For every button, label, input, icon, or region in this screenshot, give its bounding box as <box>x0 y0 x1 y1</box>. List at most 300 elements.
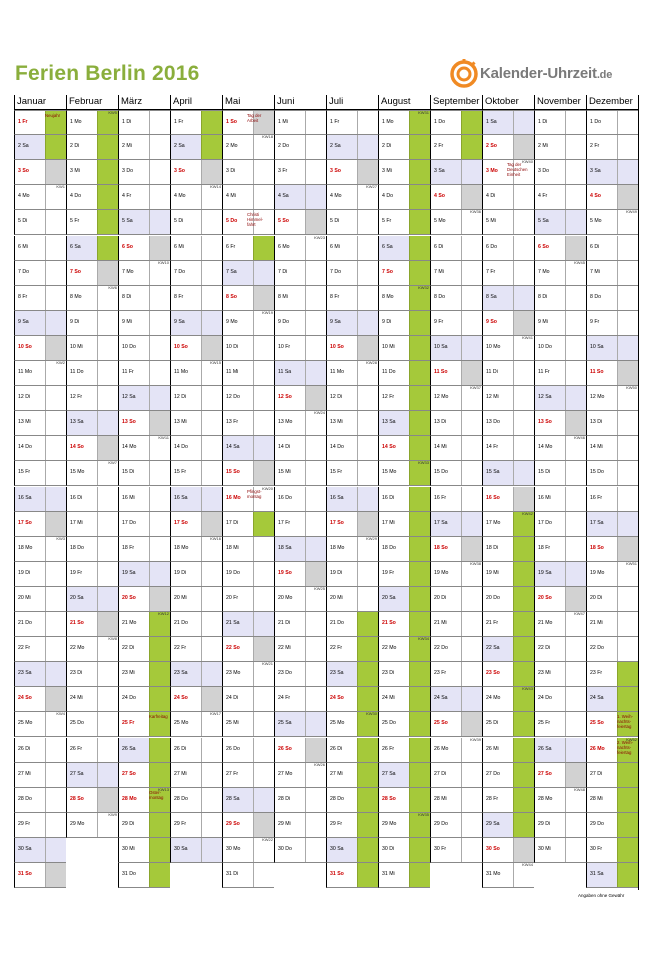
day-label: 17 So <box>18 519 32 526</box>
holiday-name: Oster-montag <box>149 789 164 800</box>
day-cell <box>118 813 170 838</box>
day-cell <box>170 813 222 838</box>
day-label: 11 So <box>590 369 604 375</box>
day-cell <box>482 587 534 612</box>
day-marker <box>305 361 326 385</box>
day-label: 3 Fr <box>278 168 288 175</box>
day-marker <box>253 461 274 485</box>
day-marker <box>149 411 170 435</box>
day-label: 26 Sa <box>122 745 136 752</box>
day-label: 6 Sa <box>70 243 81 250</box>
day-cell <box>378 637 430 662</box>
day-cell <box>118 712 170 737</box>
week-number: KW30 <box>366 711 377 717</box>
ferien-marker <box>513 587 534 611</box>
day-label: 7 Mo <box>538 268 550 275</box>
day-marker <box>253 336 274 360</box>
day-cell <box>534 110 586 135</box>
day-marker <box>45 687 66 711</box>
day-label: 7 So <box>70 268 81 275</box>
day-cell <box>14 185 66 210</box>
day-label: 26 Di <box>330 745 343 752</box>
day-label: 10 Fr <box>278 343 291 350</box>
day-cell <box>534 838 586 863</box>
day-label: 13 Sa <box>70 419 84 426</box>
day-marker <box>201 461 222 485</box>
ferien-marker <box>201 135 222 159</box>
day-cell <box>430 813 482 838</box>
day-cell <box>274 763 326 788</box>
day-cell <box>274 788 326 813</box>
day-cell <box>66 261 118 286</box>
day-cell <box>534 562 586 587</box>
day-cell <box>274 637 326 662</box>
day-marker <box>565 236 586 260</box>
day-marker <box>617 612 638 636</box>
day-label: 25 So <box>590 720 604 727</box>
day-cell <box>430 512 482 537</box>
day-cell <box>118 386 170 411</box>
day-marker <box>253 813 274 837</box>
day-cell <box>118 411 170 436</box>
ferien-marker <box>513 813 534 837</box>
day-cell <box>118 210 170 235</box>
ferien-marker <box>357 838 378 862</box>
holiday-name: Pfingst-montag <box>247 488 262 499</box>
day-label: 9 Sa <box>330 318 341 325</box>
day-cell <box>170 336 222 361</box>
day-cell <box>534 587 586 612</box>
day-cell <box>482 487 534 512</box>
day-label: 26 Mo <box>434 745 449 752</box>
day-marker <box>357 311 378 335</box>
holiday-name: Tag der Deutschen Einheit <box>507 162 528 178</box>
day-cell <box>430 537 482 562</box>
day-cell <box>14 838 66 863</box>
day-marker <box>149 487 170 511</box>
day-label: 15 Di <box>538 469 551 476</box>
day-marker <box>461 286 482 310</box>
day-cell <box>14 286 66 311</box>
day-marker <box>45 738 66 762</box>
day-marker <box>45 436 66 460</box>
day-label: 25 Mo <box>174 720 189 727</box>
day-label: 29 So <box>226 820 240 827</box>
day-label: 27 Mi <box>174 770 187 777</box>
month-header: Juni <box>274 95 326 109</box>
day-cell <box>482 311 534 336</box>
day-cell <box>170 712 222 737</box>
day-label: 18 Do <box>70 544 84 551</box>
day-marker <box>513 135 534 159</box>
week-number: KW35 <box>418 811 429 817</box>
day-cell <box>586 311 638 336</box>
day-cell <box>66 336 118 361</box>
day-marker <box>565 160 586 184</box>
day-label: 13 Mi <box>174 419 187 426</box>
day-marker <box>149 386 170 410</box>
day-marker <box>45 813 66 837</box>
day-cell <box>430 712 482 737</box>
day-cell <box>534 336 586 361</box>
day-marker <box>149 361 170 385</box>
day-cell <box>586 587 638 612</box>
day-cell <box>170 261 222 286</box>
day-label: 18 Sa <box>278 544 292 551</box>
week-number: KW41 <box>522 334 533 340</box>
month-header: Oktober <box>482 95 534 109</box>
week-number: KW33 <box>418 460 429 466</box>
day-cell <box>482 687 534 712</box>
day-cell <box>170 185 222 210</box>
day-marker <box>305 436 326 460</box>
day-marker <box>565 637 586 661</box>
day-cell <box>430 286 482 311</box>
day-label: 14 Mo <box>122 444 137 451</box>
logo[interactable] <box>450 56 635 90</box>
day-label: 27 Mi <box>330 770 343 777</box>
day-label: 4 So <box>590 193 601 200</box>
day-cell <box>586 712 638 737</box>
ferien-marker <box>409 863 430 887</box>
day-marker <box>565 185 586 209</box>
ferien-marker <box>513 612 534 636</box>
day-cell <box>326 687 378 712</box>
week-number: KW45 <box>574 259 585 265</box>
week-number: KW27 <box>366 184 377 190</box>
day-cell <box>326 386 378 411</box>
day-marker <box>201 487 222 511</box>
ferien-marker <box>409 210 430 234</box>
day-label: 25 Sa <box>278 720 292 727</box>
day-cell <box>170 662 222 687</box>
ferien-marker <box>617 863 638 887</box>
day-cell <box>274 813 326 838</box>
day-marker <box>617 436 638 460</box>
day-cell <box>482 612 534 637</box>
day-label: 5 Fr <box>70 218 80 225</box>
day-cell <box>222 838 274 863</box>
day-label: 24 Di <box>226 695 239 702</box>
week-number: KW3 <box>56 535 65 541</box>
day-label: 21 So <box>382 620 396 626</box>
day-marker <box>357 160 378 184</box>
day-marker <box>461 587 482 611</box>
day-label: 26 Mi <box>486 745 499 752</box>
day-label: 5 Sa <box>538 218 549 225</box>
day-cell <box>118 336 170 361</box>
day-cell <box>326 863 378 888</box>
day-cell <box>534 261 586 286</box>
day-label: 13 Mi <box>18 419 31 426</box>
day-cell <box>378 386 430 411</box>
day-cell <box>586 788 638 813</box>
day-label: 9 Sa <box>18 318 29 325</box>
day-label: 14 So <box>382 444 396 451</box>
day-marker <box>45 261 66 285</box>
day-label: 9 Fr <box>434 318 444 325</box>
day-cell <box>118 110 170 135</box>
day-label: 6 Mi <box>18 243 28 250</box>
day-cell <box>482 863 534 888</box>
day-marker <box>149 111 170 134</box>
day-marker <box>617 236 638 260</box>
week-number: KW34 <box>418 636 429 642</box>
day-marker <box>45 286 66 310</box>
day-cell <box>170 160 222 185</box>
day-cell <box>482 461 534 486</box>
day-marker <box>97 311 118 335</box>
day-marker <box>357 562 378 586</box>
day-marker <box>617 311 638 335</box>
month-header: März <box>118 95 170 109</box>
day-label: 19 Mo <box>434 569 449 576</box>
day-label: 25 So <box>434 720 448 727</box>
day-label: 10 Mi <box>382 343 395 350</box>
week-number: KW17 <box>210 711 221 717</box>
ferien-marker <box>409 662 430 686</box>
day-cell <box>170 637 222 662</box>
day-label: 18 Mo <box>174 544 189 551</box>
day-label: 1 Do <box>590 119 601 125</box>
day-cell <box>482 286 534 311</box>
day-label: 31 So <box>18 871 32 877</box>
day-cell <box>222 813 274 838</box>
day-cell <box>274 662 326 687</box>
day-marker <box>97 738 118 762</box>
day-marker <box>565 537 586 561</box>
day-cell <box>378 311 430 336</box>
day-cell <box>326 813 378 838</box>
month-header: September <box>430 95 482 109</box>
day-marker <box>201 612 222 636</box>
day-marker <box>45 662 66 686</box>
day-label: 3 Do <box>538 168 549 175</box>
day-marker <box>305 286 326 310</box>
day-cell <box>378 738 430 763</box>
day-cell <box>430 838 482 863</box>
day-label: 12 Fr <box>70 394 83 401</box>
day-marker <box>565 386 586 410</box>
day-label: 2 Mi <box>538 143 548 150</box>
day-label: 24 Do <box>538 695 552 702</box>
day-cell <box>534 386 586 411</box>
day-cell <box>430 311 482 336</box>
day-label: 11 Fr <box>538 369 550 375</box>
day-marker <box>201 637 222 661</box>
day-label: 6 Mi <box>174 243 184 250</box>
day-marker <box>357 386 378 410</box>
day-label: 23 Sa <box>18 670 32 677</box>
day-cell <box>222 210 274 235</box>
holiday-name: Karfreitag <box>149 714 168 720</box>
day-label: 16 Mi <box>122 494 135 501</box>
day-cell <box>378 261 430 286</box>
day-cell <box>66 637 118 662</box>
day-marker <box>513 386 534 410</box>
day-label: 27 Di <box>590 770 603 777</box>
day-label: 11 Di <box>486 369 498 375</box>
day-label: 4 Do <box>382 193 393 200</box>
day-marker <box>357 411 378 435</box>
day-marker <box>305 386 326 410</box>
day-marker <box>513 461 534 485</box>
month-header: Dezember <box>586 95 638 109</box>
day-label: 13 So <box>122 419 136 426</box>
day-label: 29 Fr <box>174 820 187 827</box>
day-label: 11 So <box>434 369 448 375</box>
week-number: KW43 <box>522 686 533 692</box>
day-cell <box>222 135 274 160</box>
day-label: 15 Fr <box>330 469 343 476</box>
day-cell <box>274 487 326 512</box>
day-marker <box>565 687 586 711</box>
ferien-marker <box>513 712 534 736</box>
day-marker <box>461 788 482 812</box>
day-cell <box>118 763 170 788</box>
day-label: 23 Do <box>278 670 292 677</box>
ferien-marker <box>513 562 534 586</box>
day-label: 2 Di <box>382 143 392 150</box>
day-marker <box>97 487 118 511</box>
day-label: 23 Di <box>382 670 395 677</box>
day-label: 16 Mi <box>538 494 551 501</box>
day-label: 25 Mo <box>18 720 33 727</box>
day-label: 28 Di <box>278 795 291 802</box>
day-cell <box>14 587 66 612</box>
day-label: 17 So <box>330 519 344 526</box>
day-label: 5 Mo <box>590 218 602 225</box>
day-cell <box>534 210 586 235</box>
day-label: 27 Mo <box>278 770 293 777</box>
day-cell <box>222 863 274 888</box>
day-cell <box>118 135 170 160</box>
day-label: 10 Di <box>226 343 239 350</box>
week-number: KW9 <box>108 811 117 817</box>
day-cell <box>482 361 534 386</box>
day-marker <box>617 361 638 385</box>
day-label: 30 So <box>486 845 500 852</box>
ferien-marker <box>357 788 378 812</box>
day-marker <box>357 436 378 460</box>
day-cell <box>66 461 118 486</box>
day-label: 7 Sa <box>226 268 237 275</box>
day-marker <box>357 286 378 310</box>
day-label: 3 So <box>330 168 341 175</box>
day-cell <box>430 687 482 712</box>
day-marker <box>565 111 586 134</box>
day-marker <box>149 135 170 159</box>
day-cell <box>118 461 170 486</box>
day-cell <box>586 210 638 235</box>
day-cell <box>222 110 274 135</box>
day-cell <box>534 311 586 336</box>
day-label: 27 Do <box>486 770 500 777</box>
day-cell <box>326 838 378 863</box>
day-label: 6 Di <box>434 243 444 250</box>
day-cell <box>66 135 118 160</box>
ferien-marker <box>409 487 430 511</box>
day-cell <box>66 738 118 763</box>
day-marker <box>201 311 222 335</box>
day-marker <box>253 436 274 460</box>
month-header: Februar <box>66 95 118 109</box>
day-marker <box>565 210 586 234</box>
day-cell <box>118 236 170 261</box>
day-label: 10 Sa <box>434 343 448 350</box>
day-cell <box>326 210 378 235</box>
ferien-marker <box>409 236 430 260</box>
day-marker <box>201 286 222 310</box>
day-cell <box>170 361 222 386</box>
week-number: KW2 <box>56 360 65 365</box>
day-cell <box>482 160 534 185</box>
day-label: 10 So <box>18 343 32 350</box>
day-label: 13 Do <box>486 419 500 426</box>
week-number: KW13 <box>158 786 169 792</box>
day-marker <box>45 512 66 536</box>
day-label: 23 Mi <box>122 670 135 677</box>
week-number: KW32 <box>418 284 429 290</box>
day-label: 14 Do <box>330 444 344 451</box>
day-marker <box>201 436 222 460</box>
day-label: 21 Fr <box>486 620 499 626</box>
day-label: 24 Do <box>122 695 136 702</box>
day-label: 13 Mo <box>278 419 293 426</box>
ferien-marker <box>409 135 430 159</box>
day-cell <box>274 336 326 361</box>
day-label: 4 Sa <box>278 193 289 200</box>
day-marker <box>513 411 534 435</box>
week-number: KW48 <box>574 786 585 792</box>
day-cell <box>586 461 638 486</box>
day-cell <box>118 361 170 386</box>
day-marker <box>253 286 274 310</box>
holiday-name: 2. Weih-nachts-feiertag <box>617 739 633 755</box>
day-marker <box>201 662 222 686</box>
day-cell <box>118 512 170 537</box>
day-cell <box>66 185 118 210</box>
page-title: Ferien Berlin 2016 <box>15 62 200 85</box>
day-label: 31 Sa <box>590 871 604 877</box>
day-label: 25 Fr <box>122 720 135 727</box>
ferien-marker <box>513 637 534 661</box>
day-marker <box>201 411 222 435</box>
day-marker <box>97 662 118 686</box>
day-cell <box>534 687 586 712</box>
day-label: 16 Di <box>70 494 83 501</box>
day-cell <box>14 612 66 637</box>
day-marker <box>253 612 274 636</box>
week-number: KW46 <box>574 435 585 441</box>
day-cell <box>482 261 534 286</box>
day-label: 23 Sa <box>174 670 188 677</box>
day-cell <box>170 763 222 788</box>
day-cell <box>430 261 482 286</box>
day-label: 19 So <box>278 569 292 576</box>
day-marker <box>253 863 274 887</box>
week-number: KW14 <box>210 184 221 190</box>
week-number: KW10 <box>158 259 169 265</box>
day-marker <box>357 512 378 536</box>
day-marker <box>201 236 222 260</box>
day-cell <box>274 461 326 486</box>
day-label: 15 So <box>226 469 240 476</box>
day-cell <box>534 813 586 838</box>
day-label: 12 Mi <box>486 394 499 401</box>
day-label: 26 Fr <box>382 745 395 752</box>
ferien-marker <box>357 612 378 636</box>
